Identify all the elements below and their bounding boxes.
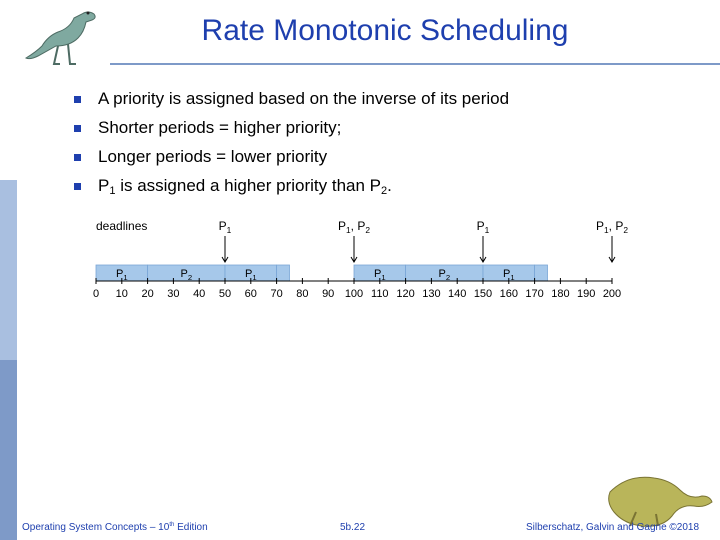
- segment-label: $P_1$: [115, 268, 128, 282]
- deadline-marker-label: $P_1$: [218, 219, 232, 235]
- footer-book-title: Operating System Concepts – 10th Edition: [22, 522, 208, 533]
- bullet-text: Shorter periods = higher priority;: [98, 118, 342, 137]
- axis-tick-label: 30: [167, 288, 180, 300]
- slide-title: Rate Monotonic Scheduling: [201, 14, 569, 47]
- axis-tick-label: 60: [244, 288, 257, 300]
- axis-tick-label: 80: [296, 288, 309, 300]
- title-divider: [110, 63, 720, 65]
- segment-label: $P_1$: [244, 268, 257, 282]
- axis-tick-label: 20: [141, 288, 154, 300]
- square-bullet-icon: [74, 96, 81, 103]
- axis-tick-label: 150: [473, 288, 493, 300]
- deadlines-label: deadlines: [96, 219, 148, 233]
- dinosaur-logo-icon: [24, 8, 110, 70]
- axis-tick-label: 100: [344, 288, 364, 300]
- axis-tick-label: 40: [193, 288, 206, 300]
- left-accent-light: [0, 180, 17, 360]
- bullet-text: A priority is assigned based on the inverse of its period: [98, 89, 510, 108]
- segment-label: $P_2$: [438, 268, 451, 282]
- bullet-text: $P_1$ is assigned a higher priority than $P_2$.: [98, 176, 392, 197]
- axis-tick-label: 140: [448, 288, 467, 300]
- bullet-text: Longer periods = lower priority: [98, 147, 328, 166]
- dinosaur-footer-icon: [606, 462, 716, 528]
- square-bullet-icon: [74, 125, 81, 132]
- axis-tick-label: 90: [322, 288, 335, 300]
- axis-tick-label: 110: [371, 288, 389, 300]
- axis-tick-label: 170: [525, 288, 544, 300]
- footer-page-number: 5b.22: [340, 522, 366, 533]
- segment-label: $P_1$: [502, 268, 515, 282]
- rms-timeline-diagram: [86, 212, 646, 304]
- segment-label: $P_2$: [180, 268, 193, 282]
- left-accent-top: [0, 0, 17, 180]
- axis-tick-label: 70: [270, 288, 283, 300]
- deadline-marker-label: $P_1$, $P_2$: [595, 219, 629, 235]
- axis-tick-label: 200: [602, 288, 622, 300]
- square-bullet-icon: [74, 183, 81, 190]
- axis-tick-label: 190: [577, 288, 596, 300]
- timeline-segment: [535, 265, 548, 281]
- timeline-segment: [277, 265, 290, 281]
- footer-copyright: Silberschatz, Galvin and Gagne ©2018: [526, 522, 700, 533]
- deadline-marker-label: $P_1$: [476, 219, 490, 235]
- axis-tick-label: 130: [422, 288, 441, 300]
- square-bullet-icon: [74, 154, 81, 161]
- axis-tick-label: 160: [499, 288, 518, 300]
- axis-tick-label: 0: [92, 288, 100, 300]
- axis-tick-label: 10: [115, 288, 128, 300]
- axis-tick-label: 50: [218, 288, 232, 300]
- deadline-marker-label: $P_1$, $P_2$: [337, 219, 371, 235]
- segment-label: $P_1$: [373, 268, 386, 282]
- axis-tick-label: 180: [551, 288, 570, 300]
- axis-tick-label: 120: [396, 288, 415, 300]
